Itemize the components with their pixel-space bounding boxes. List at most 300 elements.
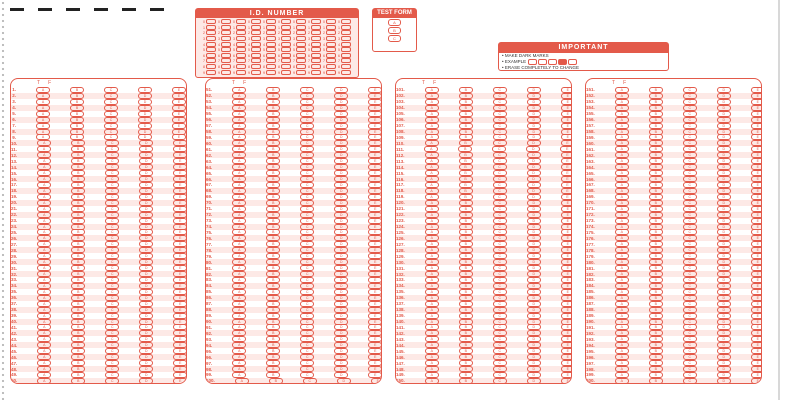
id-digit-bubble[interactable] xyxy=(341,53,351,58)
answer-bubble-b[interactable]: B xyxy=(649,182,663,188)
answer-bubble-b[interactable]: B xyxy=(266,241,280,247)
answer-bubble-c[interactable]: C xyxy=(105,235,119,241)
answer-bubble-e[interactable]: E xyxy=(173,372,187,378)
answer-bubble-a[interactable]: A xyxy=(232,313,246,319)
answer-bubble-b[interactable]: B xyxy=(266,289,280,295)
answer-bubble-a[interactable]: A xyxy=(37,170,51,176)
answer-bubble-d[interactable]: D xyxy=(717,354,731,360)
answer-bubble-d[interactable]: D xyxy=(717,289,731,295)
answer-bubble-b[interactable]: B xyxy=(266,277,280,283)
id-digit-bubble[interactable] xyxy=(221,64,231,69)
id-digit-bubble[interactable] xyxy=(236,58,246,63)
answer-bubble-d[interactable]: D xyxy=(717,253,731,259)
answer-bubble-d[interactable]: D xyxy=(527,176,541,182)
id-digit-bubble[interactable] xyxy=(326,53,336,58)
answer-bubble-d[interactable]: D xyxy=(527,307,541,313)
answer-bubble-d[interactable]: D xyxy=(527,117,541,123)
answer-bubble-a[interactable]: A xyxy=(232,229,246,235)
answer-bubble-e[interactable]: E xyxy=(561,164,572,170)
answer-bubble-d[interactable]: D xyxy=(334,259,348,265)
answer-bubble-d[interactable]: D xyxy=(139,253,153,259)
answer-bubble-c[interactable]: C xyxy=(105,164,119,170)
answer-bubble-b[interactable]: B xyxy=(649,277,663,283)
answer-bubble-c[interactable]: C xyxy=(300,111,314,117)
answer-bubble-c[interactable]: C xyxy=(105,200,119,206)
answer-bubble-c[interactable]: C xyxy=(105,218,119,224)
answer-bubble-e[interactable]: E xyxy=(751,289,762,295)
answer-bubble-b[interactable]: B xyxy=(459,277,473,283)
answer-bubble-e[interactable]: E xyxy=(751,176,762,182)
answer-bubble-c[interactable]: C xyxy=(300,295,314,301)
answer-bubble-e[interactable]: E xyxy=(751,152,762,158)
answer-bubble-a[interactable]: A xyxy=(37,158,51,164)
answer-bubble-c[interactable]: C xyxy=(683,212,697,218)
answer-bubble-a[interactable]: A xyxy=(615,301,629,307)
answer-bubble-c[interactable]: C xyxy=(105,229,119,235)
id-digit-cell[interactable] xyxy=(232,69,247,75)
answer-bubble-c[interactable]: C xyxy=(105,247,119,253)
answer-bubble-e[interactable]: E xyxy=(368,134,382,140)
answer-bubble-b[interactable]: B xyxy=(266,200,280,206)
answer-bubble-e[interactable]: E xyxy=(751,313,762,319)
answer-bubble-e[interactable]: E xyxy=(751,342,762,348)
answer-bubble-c[interactable]: C xyxy=(300,342,314,348)
answer-bubble-b[interactable]: B xyxy=(71,200,85,206)
answer-bubble-d[interactable]: D xyxy=(334,111,348,117)
answer-bubble-e[interactable]: E xyxy=(368,307,382,313)
answer-bubble-e[interactable]: E xyxy=(561,324,572,330)
answer-bubble-d[interactable]: D xyxy=(334,336,348,342)
answer-bubble-c[interactable]: C xyxy=(683,319,697,325)
answer-bubble-a[interactable]: A xyxy=(615,259,629,265)
answer-bubble-e[interactable]: E xyxy=(561,117,572,123)
answer-bubble-d[interactable]: D xyxy=(139,319,153,325)
id-digit-bubble[interactable] xyxy=(296,30,306,35)
answer-bubble-c[interactable]: C xyxy=(300,348,314,354)
answer-bubble-e[interactable]: E xyxy=(173,289,187,295)
answer-bubble-a[interactable]: A xyxy=(615,265,629,271)
answer-bubble-d[interactable]: D xyxy=(334,271,348,277)
answer-bubble-e[interactable]: E xyxy=(172,134,186,140)
answer-bubble-e[interactable]: E xyxy=(561,111,572,117)
answer-bubble-e[interactable]: E xyxy=(751,212,762,218)
id-digit-bubble[interactable] xyxy=(236,25,246,30)
answer-bubble-e[interactable]: E xyxy=(368,87,382,93)
answer-bubble-a[interactable]: A xyxy=(425,342,439,348)
answer-bubble-c[interactable]: C xyxy=(683,182,697,188)
id-digit-bubble[interactable] xyxy=(281,19,291,24)
answer-bubble-c[interactable]: C xyxy=(493,164,507,170)
answer-bubble-c[interactable]: C xyxy=(683,170,697,176)
answer-bubble-d[interactable]: D xyxy=(717,212,731,218)
answer-bubble-e[interactable]: E xyxy=(561,188,572,194)
answer-bubble-b[interactable]: B xyxy=(459,324,473,330)
answer-bubble-d[interactable]: D xyxy=(139,336,153,342)
answer-bubble-d[interactable]: D xyxy=(139,330,153,336)
id-digit-bubble[interactable] xyxy=(296,36,306,41)
answer-bubble-e[interactable]: E xyxy=(751,87,762,93)
answer-bubble-d[interactable]: D xyxy=(334,241,348,247)
id-digit-bubble[interactable] xyxy=(236,64,246,69)
answer-bubble-e[interactable]: E xyxy=(368,146,382,152)
answer-bubble-c[interactable]: C xyxy=(683,111,697,117)
answer-bubble-b[interactable]: B xyxy=(649,271,663,277)
answer-bubble-b[interactable]: B xyxy=(71,372,85,378)
answer-bubble-e[interactable]: E xyxy=(561,99,572,105)
answer-bubble-c[interactable]: C xyxy=(300,140,314,146)
answer-bubble-e[interactable]: E xyxy=(368,277,382,283)
answer-bubble-c[interactable]: C xyxy=(105,176,119,182)
answer-bubble-a[interactable]: A xyxy=(424,146,438,152)
id-digit-bubble[interactable] xyxy=(221,53,231,58)
answer-bubble-e[interactable]: E xyxy=(751,372,762,378)
answer-bubble-b[interactable]: B xyxy=(459,307,473,313)
answer-bubble-d[interactable]: D xyxy=(527,247,541,253)
answer-bubble-c[interactable]: C xyxy=(105,319,119,325)
answer-bubble-d[interactable]: D xyxy=(527,218,541,224)
answer-bubble-c[interactable]: C xyxy=(300,170,314,176)
answer-bubble-e[interactable]: E xyxy=(751,182,762,188)
answer-bubble-e[interactable]: E xyxy=(751,99,762,105)
answer-bubble-c[interactable]: C xyxy=(105,271,119,277)
id-digit-bubble[interactable] xyxy=(251,53,261,58)
answer-bubble-b[interactable]: B xyxy=(649,360,663,366)
answer-bubble-c[interactable]: C xyxy=(493,111,507,117)
answer-bubble-a[interactable]: A xyxy=(232,117,246,123)
answer-bubble-c[interactable]: C xyxy=(300,218,314,224)
answer-bubble-c[interactable]: C xyxy=(683,289,697,295)
answer-bubble-b[interactable]: B xyxy=(266,129,280,135)
answer-bubble-c[interactable]: C xyxy=(493,354,507,360)
answer-bubble-d[interactable]: D xyxy=(527,87,541,93)
answer-bubble-d[interactable]: D xyxy=(717,158,731,164)
answer-bubble-c[interactable]: C xyxy=(493,200,507,206)
answer-bubble-a[interactable]: A xyxy=(37,289,51,295)
answer-bubble-e[interactable]: E xyxy=(173,253,187,259)
answer-bubble-d[interactable]: D xyxy=(717,123,731,129)
answer-bubble-e[interactable]: E xyxy=(751,123,762,129)
answer-bubble-c[interactable]: C xyxy=(300,360,314,366)
test-form-bubble[interactable]: A xyxy=(388,19,401,26)
answer-bubble-d[interactable]: D xyxy=(717,259,731,265)
answer-bubble-a[interactable]: A xyxy=(37,265,51,271)
answer-bubble-b[interactable]: B xyxy=(649,235,663,241)
id-digit-bubble[interactable] xyxy=(206,58,216,63)
id-digit-bubble[interactable] xyxy=(221,30,231,35)
answer-bubble-a[interactable]: A xyxy=(425,259,439,265)
id-digit-bubble[interactable] xyxy=(206,70,216,75)
answer-bubble-c[interactable]: C xyxy=(300,271,314,277)
answer-bubble-e[interactable]: E xyxy=(751,129,762,135)
answer-bubble-b[interactable]: B xyxy=(71,277,85,283)
answer-bubble-a[interactable]: A xyxy=(36,111,50,117)
answer-bubble-e[interactable]: E xyxy=(751,378,762,384)
answer-bubble-c[interactable]: C xyxy=(300,247,314,253)
answer-bubble-d[interactable]: D xyxy=(334,307,348,313)
answer-bubble-b[interactable]: B xyxy=(649,229,663,235)
answer-bubble-c[interactable]: C xyxy=(493,324,507,330)
answer-bubble-c[interactable]: C xyxy=(683,99,697,105)
answer-bubble-c[interactable]: C xyxy=(493,348,507,354)
answer-bubble-b[interactable]: B xyxy=(459,176,473,182)
answer-bubble-b[interactable]: B xyxy=(266,188,280,194)
answer-bubble-b[interactable]: B xyxy=(649,134,663,140)
id-digit-bubble[interactable] xyxy=(311,19,321,24)
answer-bubble-b[interactable]: B xyxy=(649,140,663,146)
id-digit-cell[interactable] xyxy=(217,69,232,75)
answer-bubble-e[interactable]: E xyxy=(368,265,382,271)
answer-bubble-c[interactable]: C xyxy=(300,188,314,194)
answer-bubble-b[interactable]: B xyxy=(649,206,663,212)
answer-bubble-c[interactable]: C xyxy=(105,152,119,158)
answer-bubble-c[interactable]: C xyxy=(300,134,314,140)
id-digit-bubble[interactable] xyxy=(206,30,216,35)
answer-bubble-c[interactable]: C xyxy=(105,283,119,289)
answer-bubble-a[interactable]: A xyxy=(37,140,51,146)
answer-bubble-b[interactable]: B xyxy=(649,313,663,319)
answer-bubble-b[interactable]: B xyxy=(71,319,85,325)
id-digit-bubble[interactable] xyxy=(326,25,336,30)
answer-bubble-b[interactable]: B xyxy=(459,111,473,117)
answer-bubble-c[interactable]: C xyxy=(493,253,507,259)
answer-bubble-b[interactable]: B xyxy=(269,378,283,384)
answer-bubble-d[interactable]: D xyxy=(527,354,541,360)
answer-bubble-d[interactable]: D xyxy=(139,366,153,372)
answer-bubble-c[interactable]: C xyxy=(300,265,314,271)
id-digit-bubble[interactable] xyxy=(326,30,336,35)
answer-bubble-b[interactable]: B xyxy=(649,111,663,117)
answer-bubble-c[interactable]: C xyxy=(300,283,314,289)
answer-bubble-b[interactable]: B xyxy=(266,182,280,188)
answer-bubble-b[interactable]: B xyxy=(649,93,663,99)
answer-bubble-b[interactable]: B xyxy=(266,146,280,152)
answer-bubble-c[interactable]: C xyxy=(303,378,317,384)
answer-bubble-a[interactable]: A xyxy=(615,188,629,194)
answer-bubble-a[interactable]: A xyxy=(425,330,439,336)
answer-bubble-d[interactable]: D xyxy=(717,360,731,366)
id-digit-bubble[interactable] xyxy=(326,70,336,75)
answer-bubble-c[interactable]: C xyxy=(683,224,697,230)
answer-bubble-e[interactable]: E xyxy=(368,93,382,99)
answer-bubble-d[interactable]: D xyxy=(334,295,348,301)
answer-bubble-d[interactable]: D xyxy=(334,158,348,164)
answer-bubble-a[interactable]: A xyxy=(615,319,629,325)
answer-bubble-e[interactable]: E xyxy=(172,105,186,111)
id-digit-bubble[interactable] xyxy=(326,19,336,24)
answer-bubble-b[interactable]: B xyxy=(266,87,280,93)
answer-bubble-c[interactable]: C xyxy=(105,324,119,330)
answer-bubble-d[interactable]: D xyxy=(334,206,348,212)
answer-bubble-b[interactable]: B xyxy=(649,307,663,313)
answer-bubble-a[interactable]: A xyxy=(37,336,51,342)
answer-bubble-a[interactable]: A xyxy=(232,360,246,366)
answer-bubble-b[interactable]: B xyxy=(459,105,473,111)
answer-bubble-d[interactable]: D xyxy=(139,354,153,360)
answer-bubble-a[interactable]: A xyxy=(615,224,629,230)
answer-bubble-a[interactable]: A xyxy=(232,170,246,176)
answer-bubble-e[interactable]: E xyxy=(368,253,382,259)
answer-bubble-a[interactable]: A xyxy=(615,146,629,152)
answer-bubble-e[interactable]: E xyxy=(173,247,187,253)
answer-bubble-b[interactable]: B xyxy=(71,224,85,230)
answer-bubble-c[interactable]: C xyxy=(683,259,697,265)
answer-bubble-a[interactable]: A xyxy=(37,152,51,158)
answer-bubble-a[interactable]: A xyxy=(425,111,439,117)
answer-bubble-e[interactable]: E xyxy=(172,123,186,129)
answer-bubble-a[interactable]: A xyxy=(232,152,246,158)
answer-bubble-e[interactable]: E xyxy=(751,218,762,224)
id-digit-bubble[interactable] xyxy=(266,53,276,58)
answer-bubble-e[interactable]: E xyxy=(173,330,187,336)
answer-bubble-a[interactable]: A xyxy=(425,152,439,158)
answer-bubble-b[interactable]: B xyxy=(266,117,280,123)
answer-bubble-b[interactable]: B xyxy=(266,295,280,301)
answer-bubble-e[interactable]: E xyxy=(173,170,187,176)
answer-bubble-d[interactable]: D xyxy=(139,146,153,152)
answer-bubble-a[interactable]: A xyxy=(37,188,51,194)
answer-bubble-e[interactable]: E xyxy=(751,360,762,366)
answer-bubble-b[interactable]: B xyxy=(71,336,85,342)
answer-bubble-d[interactable]: D xyxy=(334,283,348,289)
answer-bubble-c[interactable]: C xyxy=(493,378,507,384)
answer-bubble-b[interactable]: B xyxy=(71,158,85,164)
answer-bubble-a[interactable]: A xyxy=(232,330,246,336)
answer-bubble-b[interactable]: B xyxy=(459,241,473,247)
answer-bubble-d[interactable]: D xyxy=(717,170,731,176)
answer-bubble-e[interactable]: E xyxy=(173,241,187,247)
answer-bubble-d[interactable]: D xyxy=(527,342,541,348)
answer-bubble-a[interactable]: A xyxy=(37,354,51,360)
answer-bubble-a[interactable]: A xyxy=(615,176,629,182)
answer-bubble-b[interactable]: B xyxy=(266,224,280,230)
answer-bubble-b[interactable]: B xyxy=(71,235,85,241)
answer-bubble-a[interactable]: A xyxy=(615,313,629,319)
answer-bubble-e[interactable]: E xyxy=(751,307,762,313)
answer-bubble-b[interactable]: B xyxy=(71,265,85,271)
answer-bubble-c[interactable]: C xyxy=(300,330,314,336)
answer-bubble-b[interactable]: B xyxy=(71,176,85,182)
answer-bubble-e[interactable]: E xyxy=(561,301,572,307)
answer-bubble-d[interactable]: D xyxy=(139,241,153,247)
answer-bubble-e[interactable]: E xyxy=(368,336,382,342)
answer-bubble-e[interactable]: E xyxy=(173,158,187,164)
answer-bubble-d[interactable]: D xyxy=(138,111,152,117)
answer-bubble-d[interactable]: D xyxy=(527,123,541,129)
answer-bubble-d[interactable]: D xyxy=(527,259,541,265)
id-digit-bubble[interactable] xyxy=(266,25,276,30)
id-digit-bubble[interactable] xyxy=(296,53,306,58)
answer-bubble-d[interactable]: D xyxy=(139,289,153,295)
answer-bubble-b[interactable]: B xyxy=(649,188,663,194)
answer-bubble-a[interactable]: A xyxy=(615,200,629,206)
answer-bubble-a[interactable]: A xyxy=(232,188,246,194)
id-digit-bubble[interactable] xyxy=(326,64,336,69)
answer-bubble-c[interactable]: C xyxy=(493,295,507,301)
answer-bubble-c[interactable]: C xyxy=(300,105,314,111)
answer-bubble-c[interactable]: C xyxy=(493,247,507,253)
id-digit-bubble[interactable] xyxy=(311,42,321,47)
id-digit-bubble[interactable] xyxy=(266,42,276,47)
answer-bubble-d[interactable]: D xyxy=(139,342,153,348)
id-digit-cell[interactable] xyxy=(322,69,337,75)
answer-bubble-c[interactable]: C xyxy=(493,152,507,158)
answer-bubble-a[interactable]: A xyxy=(425,218,439,224)
answer-bubble-c[interactable]: C xyxy=(300,194,314,200)
answer-bubble-c[interactable]: C xyxy=(683,283,697,289)
answer-bubble-e[interactable]: E xyxy=(751,295,762,301)
answer-bubble-d[interactable]: D xyxy=(527,301,541,307)
answer-bubble-b[interactable]: B xyxy=(459,247,473,253)
answer-bubble-e[interactable]: E xyxy=(561,129,572,135)
answer-bubble-c[interactable]: C xyxy=(493,158,507,164)
answer-bubble-e[interactable]: E xyxy=(751,200,762,206)
answer-bubble-e[interactable]: E xyxy=(368,342,382,348)
answer-bubble-b[interactable]: B xyxy=(459,140,473,146)
answer-bubble-e[interactable]: E xyxy=(368,354,382,360)
answer-bubble-b[interactable]: B xyxy=(71,140,85,146)
id-digit-bubble[interactable] xyxy=(236,70,246,75)
id-digit-bubble[interactable] xyxy=(296,42,306,47)
answer-bubble-a[interactable]: A xyxy=(615,336,629,342)
answer-bubble-a[interactable]: A xyxy=(232,307,246,313)
answer-bubble-a[interactable]: A xyxy=(425,265,439,271)
answer-bubble-b[interactable]: B xyxy=(649,224,663,230)
answer-bubble-c[interactable]: C xyxy=(104,87,118,93)
answer-bubble-d[interactable]: D xyxy=(334,354,348,360)
answer-bubble-b[interactable]: B xyxy=(649,117,663,123)
answer-bubble-e[interactable]: E xyxy=(561,229,572,235)
answer-bubble-d[interactable]: D xyxy=(139,188,153,194)
id-digit-bubble[interactable] xyxy=(251,58,261,63)
answer-bubble-e[interactable]: E xyxy=(368,224,382,230)
answer-bubble-b[interactable]: B xyxy=(71,247,85,253)
answer-bubble-c[interactable]: C xyxy=(493,140,507,146)
id-digit-bubble[interactable] xyxy=(206,42,216,47)
answer-bubble-a[interactable]: A xyxy=(232,93,246,99)
answer-bubble-d[interactable]: D xyxy=(334,277,348,283)
answer-bubble-a[interactable]: A xyxy=(425,188,439,194)
answer-bubble-c[interactable]: C xyxy=(105,140,119,146)
id-digit-cell[interactable] xyxy=(262,69,277,75)
answer-bubble-c[interactable]: C xyxy=(493,313,507,319)
answer-bubble-d[interactable]: D xyxy=(717,200,731,206)
answer-bubble-c[interactable]: C xyxy=(493,271,507,277)
answer-bubble-b[interactable]: B xyxy=(266,283,280,289)
answer-bubble-b[interactable]: B xyxy=(459,378,473,384)
answer-bubble-b[interactable]: B xyxy=(70,123,84,129)
answer-bubble-a[interactable]: A xyxy=(615,111,629,117)
answer-bubble-e[interactable]: E xyxy=(561,348,572,354)
answer-bubble-a[interactable]: A xyxy=(425,182,439,188)
answer-bubble-a[interactable]: A xyxy=(37,206,51,212)
id-digit-bubble[interactable] xyxy=(326,58,336,63)
answer-bubble-e[interactable]: E xyxy=(368,188,382,194)
id-digit-bubble[interactable] xyxy=(206,19,216,24)
answer-bubble-b[interactable]: B xyxy=(71,354,85,360)
answer-bubble-b[interactable]: B xyxy=(459,295,473,301)
answer-bubble-a[interactable]: A xyxy=(37,283,51,289)
answer-bubble-d[interactable]: D xyxy=(717,336,731,342)
answer-bubble-e[interactable]: E xyxy=(368,301,382,307)
answer-bubble-e[interactable]: E xyxy=(173,224,187,230)
answer-bubble-d[interactable]: D xyxy=(717,105,731,111)
answer-bubble-e[interactable]: E xyxy=(173,218,187,224)
answer-bubble-b[interactable]: B xyxy=(649,253,663,259)
answer-bubble-d[interactable]: D xyxy=(717,342,731,348)
answer-bubble-a[interactable]: A xyxy=(425,129,439,135)
answer-bubble-c[interactable]: C xyxy=(300,200,314,206)
answer-bubble-a[interactable]: A xyxy=(615,307,629,313)
